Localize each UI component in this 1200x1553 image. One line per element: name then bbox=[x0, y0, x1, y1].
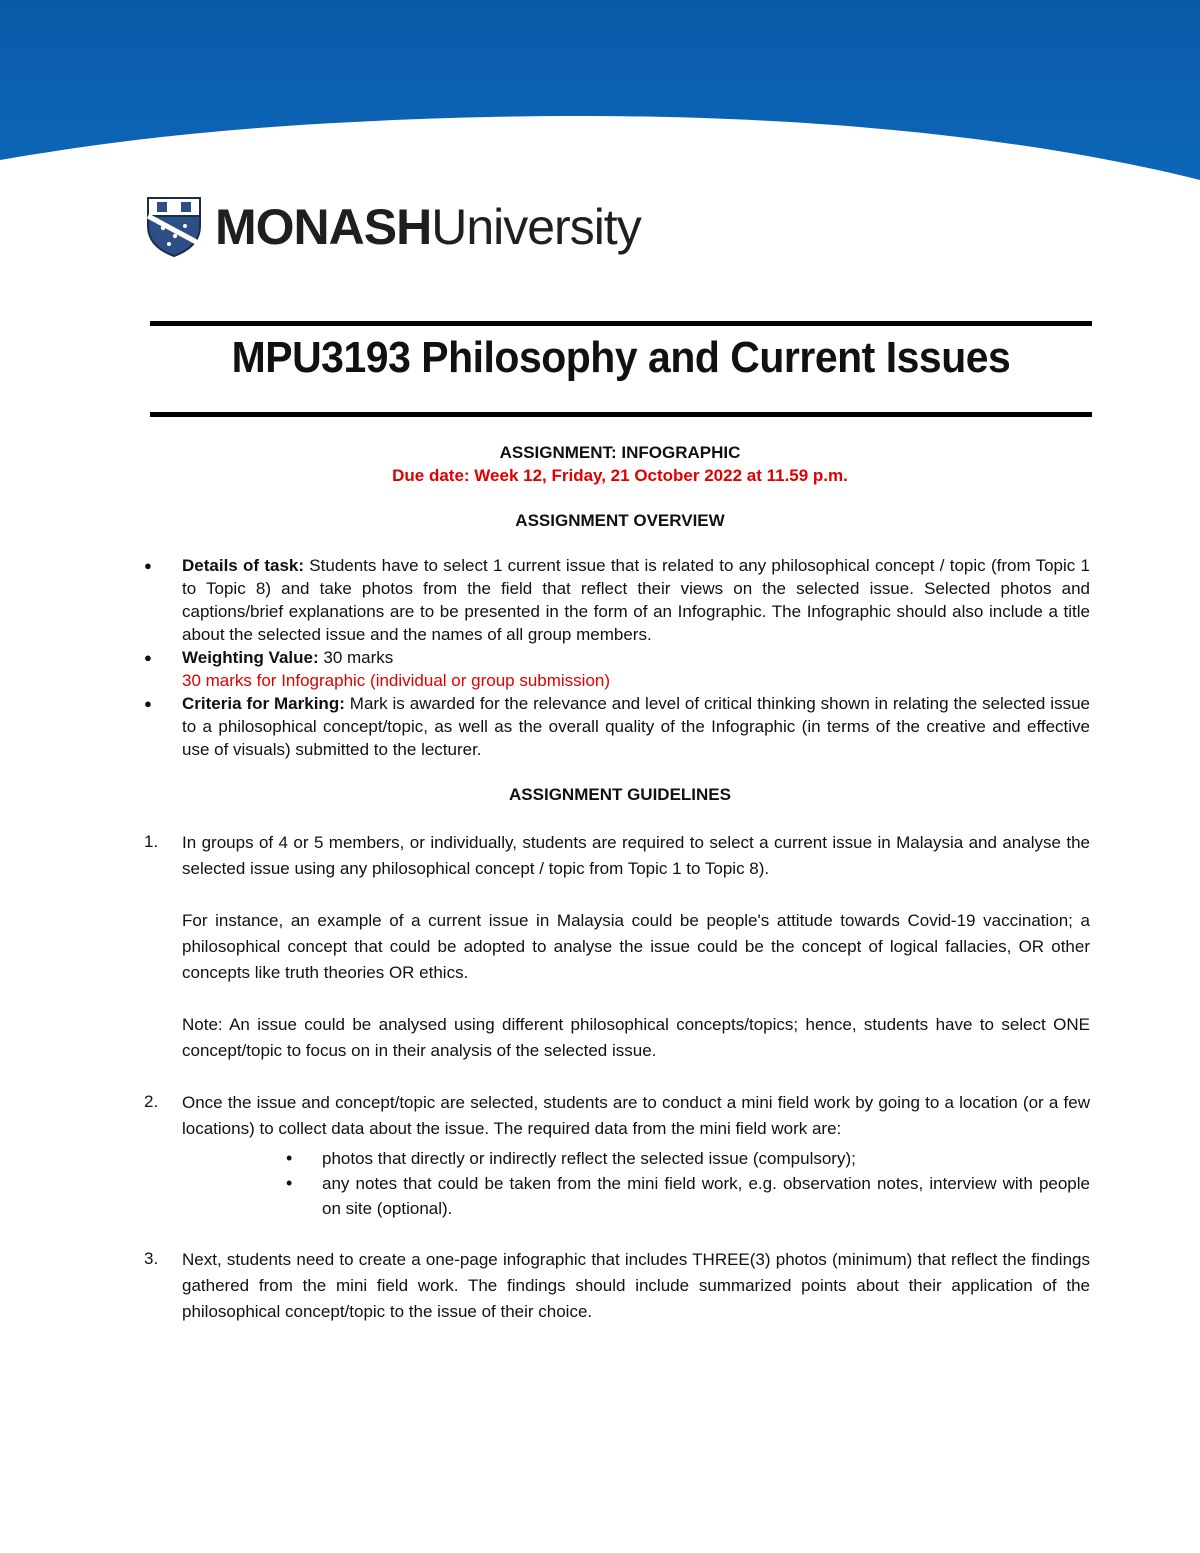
guideline-item bbox=[144, 1247, 1090, 1325]
overview-text: 30 marks bbox=[318, 648, 394, 667]
sub-item: • photos that directly or indirectly reflect the selected issue (compulsory); bbox=[182, 1146, 1090, 1171]
assignment-label: ASSIGNMENT: INFOGRAPHIC bbox=[499, 443, 741, 462]
weighting-note: 30 marks for Infographic (individual or group submission) bbox=[182, 671, 611, 690]
guideline-number: 1. bbox=[144, 832, 159, 851]
guideline-note: Note: An issue could be analysed using different philosophical concepts/topics; hence, students have to select ONE concept/topic to focus on in their analysis of the selected issue. bbox=[182, 1015, 1090, 1060]
overview-list bbox=[150, 554, 1090, 761]
overview-text: Mark is awarded for the relevance and level of critical thinking shown in relating the selected issue to a philosophical concept/topic, as well as the overall quality of the Infographic (in terms of the creative and effective use of visuals) submitted to the lecturer. bbox=[182, 694, 1090, 759]
overview-item-details bbox=[150, 554, 1090, 646]
logo-text-light: University bbox=[431, 199, 641, 255]
guideline-text: Once the issue and concept/topic are selected, students are to conduct a mini field work by going to a location (or a few locations) to collect data about the issue. The required data from the mini field work are: bbox=[182, 1093, 1090, 1138]
overview-text: Students have to select 1 current issue that is related to any philosophical concept / topic (from Topic 1 to Topic 8) and take photos from the field that reflect their views on the selected issue. Selected photos and captions/brief explanations are to be presented in the form of an Infographic. The Infographic should also include a title about the selected issue and the names of all group members. bbox=[182, 556, 1090, 644]
guideline-item bbox=[144, 1090, 1090, 1221]
logo-text-bold: MONASH bbox=[215, 199, 432, 255]
monash-logo bbox=[145, 182, 641, 272]
overview-heading: ASSIGNMENT OVERVIEW bbox=[515, 511, 725, 530]
sub-item: • any notes that could be taken from the mini field work, e.g. observation notes, interview with people on site (optional). bbox=[182, 1171, 1090, 1221]
monash-crest-icon bbox=[145, 196, 203, 258]
overview-item-weighting bbox=[150, 646, 1090, 692]
guideline-text: Next, students need to create a one-page infographic that includes THREE(3) photos (minimum) that reflect the findings gathered from the mini field work. The findings should include summarized points about their application of the philosophical concept/topic to the issue of their choice. bbox=[182, 1250, 1090, 1321]
title-rule-bottom bbox=[150, 412, 1092, 417]
document-title: MPU3193 Philosophy and Current Issues bbox=[231, 333, 1011, 382]
guideline-item bbox=[144, 830, 1090, 1064]
due-date: Due date: Week 12, Friday, 21 October 2022 at 11.59 p.m. bbox=[392, 466, 848, 485]
guideline-text: In groups of 4 or 5 members, or individually, students are required to select a current issue in Malaysia and analyse the selected issue using any philosophical concept / topic from Topic 1 to Topic 8). bbox=[182, 833, 1090, 878]
overview-label: Criteria for Marking: bbox=[182, 694, 345, 713]
guideline-subitems bbox=[182, 1146, 1090, 1221]
header-banner bbox=[0, 0, 1200, 180]
document-body bbox=[144, 441, 1090, 1325]
guideline-number: 3. bbox=[144, 1249, 159, 1268]
overview-label: Details of task: bbox=[182, 556, 305, 575]
guideline-example: For instance, an example of a current issue in Malaysia could be people's attitude towards Covid-19 vaccination; a philosophical concept that could be adopted to analyse the issue could be the concept of logical fallacies, OR other concepts like truth theories OR ethics. bbox=[182, 911, 1090, 982]
guidelines-list bbox=[144, 830, 1090, 1325]
title-rule-top bbox=[150, 321, 1092, 326]
guidelines-heading: ASSIGNMENT GUIDELINES bbox=[509, 785, 731, 804]
guideline-number: 2. bbox=[144, 1092, 159, 1111]
overview-item-criteria bbox=[150, 692, 1090, 761]
overview-label: Weighting Value: bbox=[182, 648, 319, 667]
